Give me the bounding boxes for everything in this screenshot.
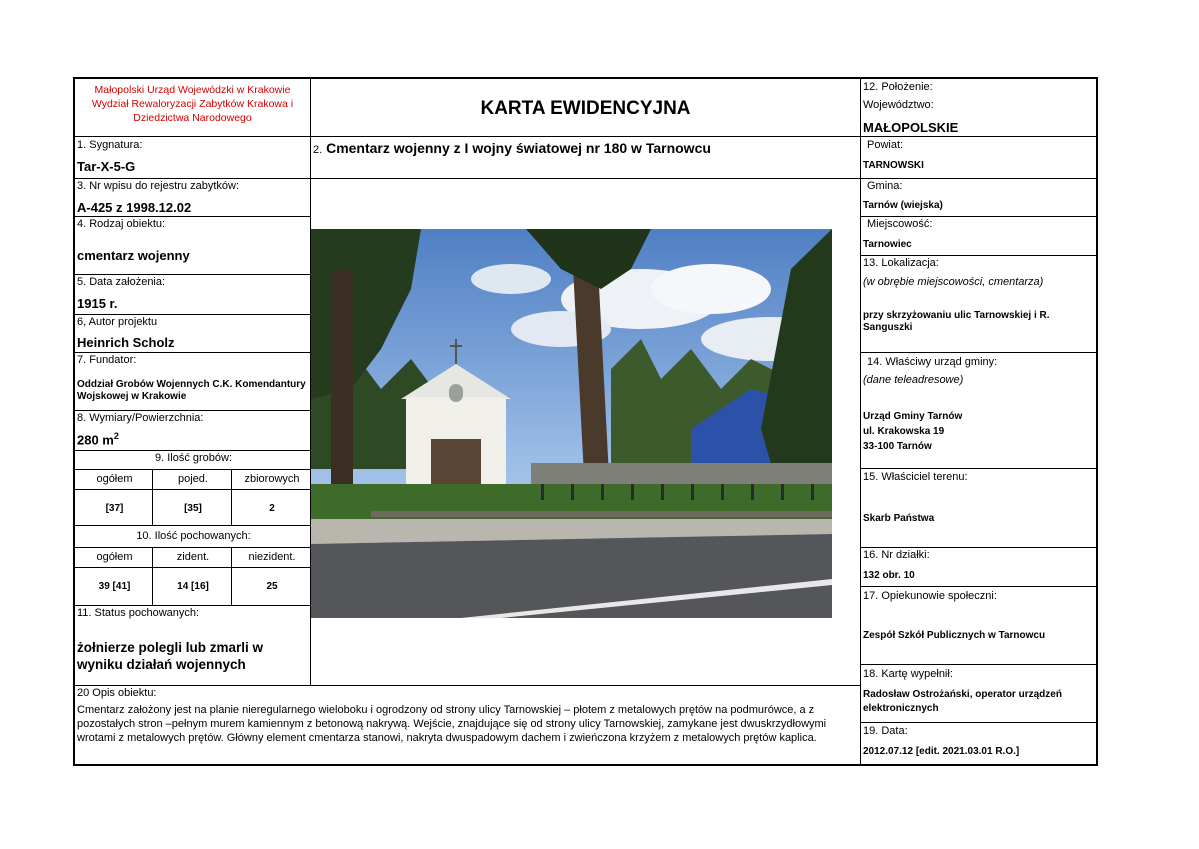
founding-date-label: 5. Data założenia:	[77, 276, 166, 288]
land-owner-value: Skarb Państwa	[863, 513, 935, 524]
object-type-value: cmentarz wojenny	[77, 248, 190, 263]
divider	[75, 547, 310, 548]
address-line: Urząd Gminy Tarnów	[863, 411, 963, 422]
social-guardians-label: 17. Opiekunowie społeczni:	[863, 590, 997, 602]
divider	[75, 469, 310, 470]
author-value: Heinrich Scholz	[77, 335, 175, 350]
divider	[861, 722, 1096, 723]
register-label: 3. Nr wpisu do rejestru zabytków:	[77, 180, 240, 192]
divider	[861, 352, 1096, 353]
divider	[75, 178, 310, 179]
graves-total-value: [37]	[105, 503, 124, 514]
voivodeship-value: MAŁOPOLSKIE	[863, 120, 959, 135]
dimensions-unit-sup: 2	[113, 431, 119, 441]
divider	[861, 664, 1096, 665]
commune-label: Gmina:	[867, 180, 903, 192]
buried-count-label: 10. Ilość pochowanych:	[136, 530, 251, 542]
county-value: TARNOWSKI	[863, 160, 924, 171]
divider	[861, 178, 1096, 179]
signature-label: 1. Sygnatura:	[77, 139, 143, 151]
divider	[861, 468, 1096, 469]
voivodeship-label: Województwo:	[863, 99, 934, 111]
buried-identified-value: 14 [16]	[177, 581, 209, 592]
divider	[75, 525, 310, 526]
graves-collective-value: 2	[269, 503, 275, 514]
commune-value: Tarnów (wiejska)	[863, 200, 943, 211]
buried-header-identified: zident.	[176, 551, 210, 563]
graves-header-collective: zbiorowych	[244, 473, 300, 485]
localization-label: 13. Lokalizacja:	[863, 257, 939, 269]
object-name	[313, 140, 858, 156]
dimensions-value	[75, 431, 119, 447]
date-value: 2012.07.12 [edit. 2021.03.01 R.O.]	[863, 746, 1020, 757]
divider	[75, 605, 310, 606]
author-label: 6, Autor projektu	[77, 316, 158, 328]
localization-hint: (w obrębie miejscowości, cmentarza)	[863, 276, 1044, 288]
filled-by-label: 18. Kartę wypełnił:	[863, 668, 953, 680]
land-owner-label: 15. Właściciel terenu:	[863, 471, 968, 483]
divider	[861, 136, 1096, 137]
divider	[75, 685, 860, 686]
institution-line: Dziedzictwa Narodowego	[133, 112, 252, 124]
object-name-value: Cmentarz wojenny z I wojny światowej nr 180 w Tarnowcu	[326, 140, 711, 156]
graves-single-value: [35]	[184, 503, 202, 514]
register-value: A-425 z 1998.12.02	[77, 200, 192, 215]
divider	[311, 178, 860, 179]
divider	[75, 450, 310, 451]
plot-number-value: 132 obr. 10	[863, 570, 915, 581]
divider	[75, 567, 310, 568]
founding-date-value: 1915 r.	[77, 296, 118, 311]
plot-number-label: 16. Nr działki:	[863, 549, 930, 561]
record-card	[73, 77, 1098, 766]
social-guardians-value: Zespół Szkół Publicznych w Tarnowcu	[863, 630, 1046, 641]
municipal-office-label: 14. Właściwy urząd gminy:	[867, 356, 998, 368]
burial-status-label: 11. Status pochowanych:	[77, 607, 200, 619]
divider	[75, 489, 310, 490]
location-label: 12. Położenie:	[863, 81, 933, 93]
founder-label: 7. Fundator:	[77, 354, 137, 366]
institution-header	[75, 83, 310, 125]
graves-header-single: pojed.	[178, 473, 208, 485]
county-label: Powiat:	[867, 139, 904, 151]
divider	[861, 586, 1096, 587]
institution-line: Małopolski Urząd Wojewódzki w Krakowie	[94, 84, 291, 96]
signature-value: Tar-X-5-G	[77, 159, 136, 174]
description-label: 20 Opis obiektu:	[77, 687, 157, 699]
date-label: 19. Data:	[863, 725, 908, 737]
divider	[861, 216, 1096, 217]
cemetery-photo	[311, 229, 832, 618]
municipal-office-address	[861, 409, 1093, 454]
founder-value: Oddział Grobów Wojennych C.K. Komendantury Wojskowej w Krakowie	[77, 379, 306, 402]
dimensions-number: 280 m	[77, 432, 114, 448]
filled-by-value: Radosław Ostrożański, operator urządzeń elektronicznych	[863, 689, 1062, 714]
object-name-number: 2.	[313, 144, 323, 156]
localization-value: przy skrzyżowaniu ulic Tarnowskiej i R. Sanguszki	[863, 310, 1050, 333]
buried-unidentified-value: 25	[266, 581, 278, 592]
card-title: KARTA EWIDENCYJNA	[480, 98, 691, 119]
locality-label: Miejscowość:	[867, 218, 933, 230]
buried-header-total: ogółem	[96, 551, 133, 563]
buried-header-unidentified: niezident.	[248, 551, 296, 563]
divider	[75, 352, 310, 353]
graves-count-label: 9. Ilość grobów:	[154, 452, 233, 464]
divider	[75, 314, 310, 315]
divider	[75, 410, 310, 411]
divider	[861, 255, 1096, 256]
address-line: ul. Krakowska 19	[863, 426, 945, 437]
institution-line: Wydział Rewaloryzacji Zabytków Krakowa i	[91, 98, 294, 110]
buried-total-value: 39 [41]	[98, 581, 131, 592]
divider	[75, 274, 310, 275]
burial-status-value: żołnierze polegli lub zmarli w wyniku działań wojennych	[77, 640, 264, 672]
address-line: 33-100 Tarnów	[863, 441, 932, 452]
graves-header-total: ogółem	[96, 473, 133, 485]
divider	[75, 216, 310, 217]
dimensions-label: 8. Wymiary/Powierzchnia:	[77, 412, 204, 424]
description-text: Cmentarz założony jest na planie nieregularnego wieloboku i ogrodzony od strony ulicy Tarnowskiej – płotem z metalowych prętów na podmurówce, a z pozostałych stron –pełnym murem kamiennym z betonową nakrywą. Wejście, znajdujące się od strony ulicy Tarnowskiej, zamykane jest dwuskrzydłowymi wrotami z metalowych prętów. Główny element cmentarza stanowi, nakryta dwuspadowym dachem i zwieńczona krzyżem z metalowych prętów kaplica.	[77, 704, 827, 744]
municipal-office-hint: (dane teleadresowe)	[863, 374, 964, 386]
locality-value: Tarnowiec	[863, 239, 912, 250]
divider	[861, 547, 1096, 548]
object-type-label: 4. Rodzaj obiektu:	[77, 218, 166, 230]
